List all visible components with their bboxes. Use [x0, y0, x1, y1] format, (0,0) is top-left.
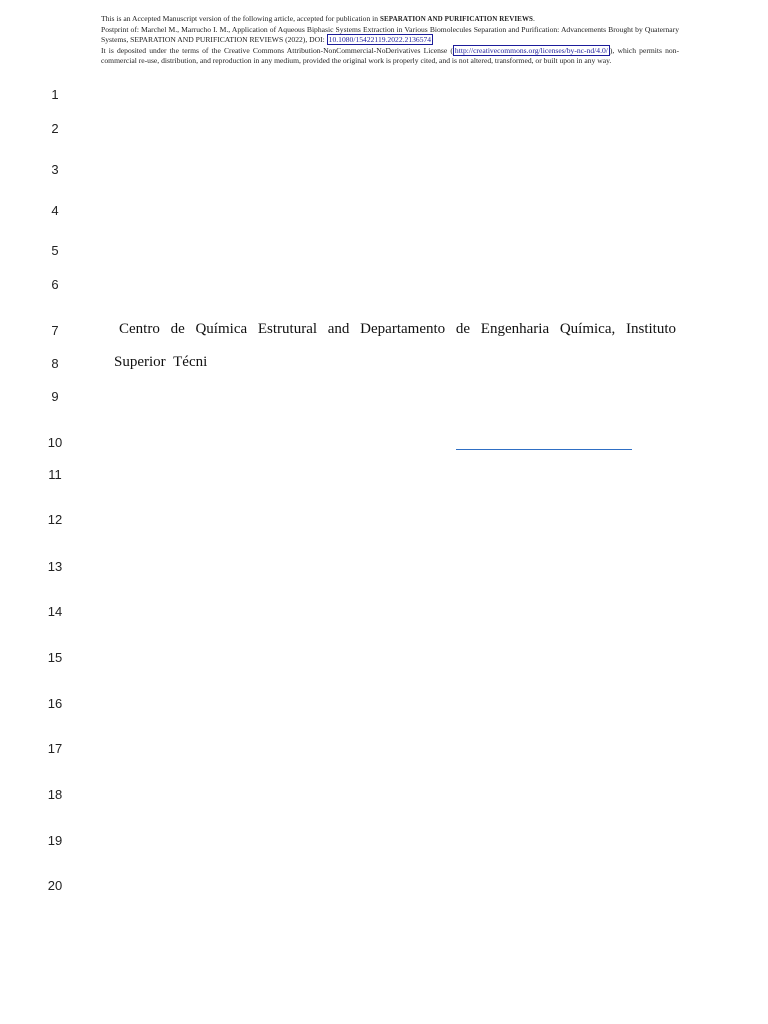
line-number: 14 [47, 604, 63, 619]
line-number: 1 [51, 87, 59, 102]
affiliation-line-continued: Superior Técni [114, 354, 208, 370]
line-number: 9 [51, 389, 59, 404]
line-number: 3 [51, 162, 59, 177]
line-number: 8 [51, 356, 59, 371]
line-number: 7 [51, 323, 59, 338]
line-number: 2 [51, 121, 59, 136]
affiliation-line: Centro de Química Estrutural and Departamento de Engenharia Química, Instituto [119, 321, 676, 337]
line-number: 16 [47, 696, 63, 711]
line-number: 4 [51, 203, 59, 218]
line-number: 12 [47, 512, 63, 527]
line-number: 13 [47, 559, 63, 574]
line-number: 17 [47, 741, 63, 756]
line-number: 20 [47, 878, 63, 893]
doi-link[interactable]: 10.1080/15422119.2022.2136574 [328, 35, 432, 45]
notice-paragraph [101, 14, 679, 25]
email-hyperlink-underline[interactable] [456, 449, 632, 450]
line-number: 6 [51, 277, 59, 292]
manuscript-notice [101, 14, 679, 67]
line-number: 10 [47, 435, 63, 450]
citation-text: Postprint of: Marchel M., Marrucho I. M., Application of Aqueous Biphasic Systems Extraction in Various Biomolecules Separation and Purification: Advancements Brought by Quaternary Systems, SEPARATION AND PURIFICATION REVIEWS (2022), DOI: [101, 24, 679, 45]
license-paragraph [101, 46, 679, 67]
line-number: 11 [48, 467, 62, 482]
line-number: 19 [47, 833, 63, 848]
license-link[interactable]: http://creativecommons.org/licenses/by-nc-nd/4.0/ [454, 45, 608, 55]
line-number: 5 [51, 243, 59, 258]
notice-intro-end: . [533, 14, 535, 23]
line-number: 15 [47, 650, 63, 665]
license-terms: ), which permits non-commercial re-use, distribution, and reproduction in any medium, provided the original work is properly cited, and is not altered, transformed, or built upon in any way. [101, 45, 679, 66]
postprint-citation [101, 25, 679, 46]
line-number: 18 [47, 787, 63, 802]
notice-intro: This is an Accepted Manuscript version of the following article, accepted for publication in [101, 14, 380, 23]
license-intro: It is deposited under the terms of the Creative Commons Attribution-NonCommercial-NoDerivatives License ( [101, 45, 453, 55]
journal-name: SEPARATION AND PURIFICATION REVIEWS [380, 15, 534, 23]
